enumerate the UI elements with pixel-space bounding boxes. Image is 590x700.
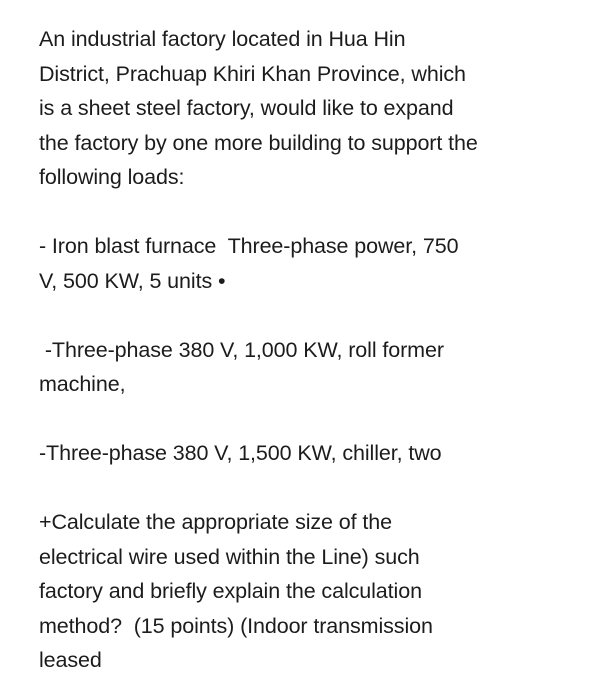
question-document [39,22,579,678]
paragraph-spacer [39,402,579,437]
paragraph-spacer [39,195,579,230]
task-paragraph: +Calculate the appropriate size of the electrical wire used within the Line) such factory and briefly explain the calculation method? (15 points) (Indoor transmission leased [39,510,433,672]
load-item-chiller: -Three-phase 380 V, 1,500 KW, chiller, two [39,441,442,465]
load-item-roll-former: -Three-phase 380 V, 1,000 KW, roll former machine, [39,337,444,396]
intro-paragraph: An industrial factory located in Hua Hin District, Prachuap Khiri Khan Province, which is a sheet steel factory, would like to expand the factory by one more building to support the following loads: [39,27,478,189]
paragraph-spacer [39,298,579,333]
load-item-blast-furnace: - Iron blast furnace Three-phase power, 750 V, 500 KW, 5 units • [39,234,459,293]
paragraph-spacer [39,471,579,506]
